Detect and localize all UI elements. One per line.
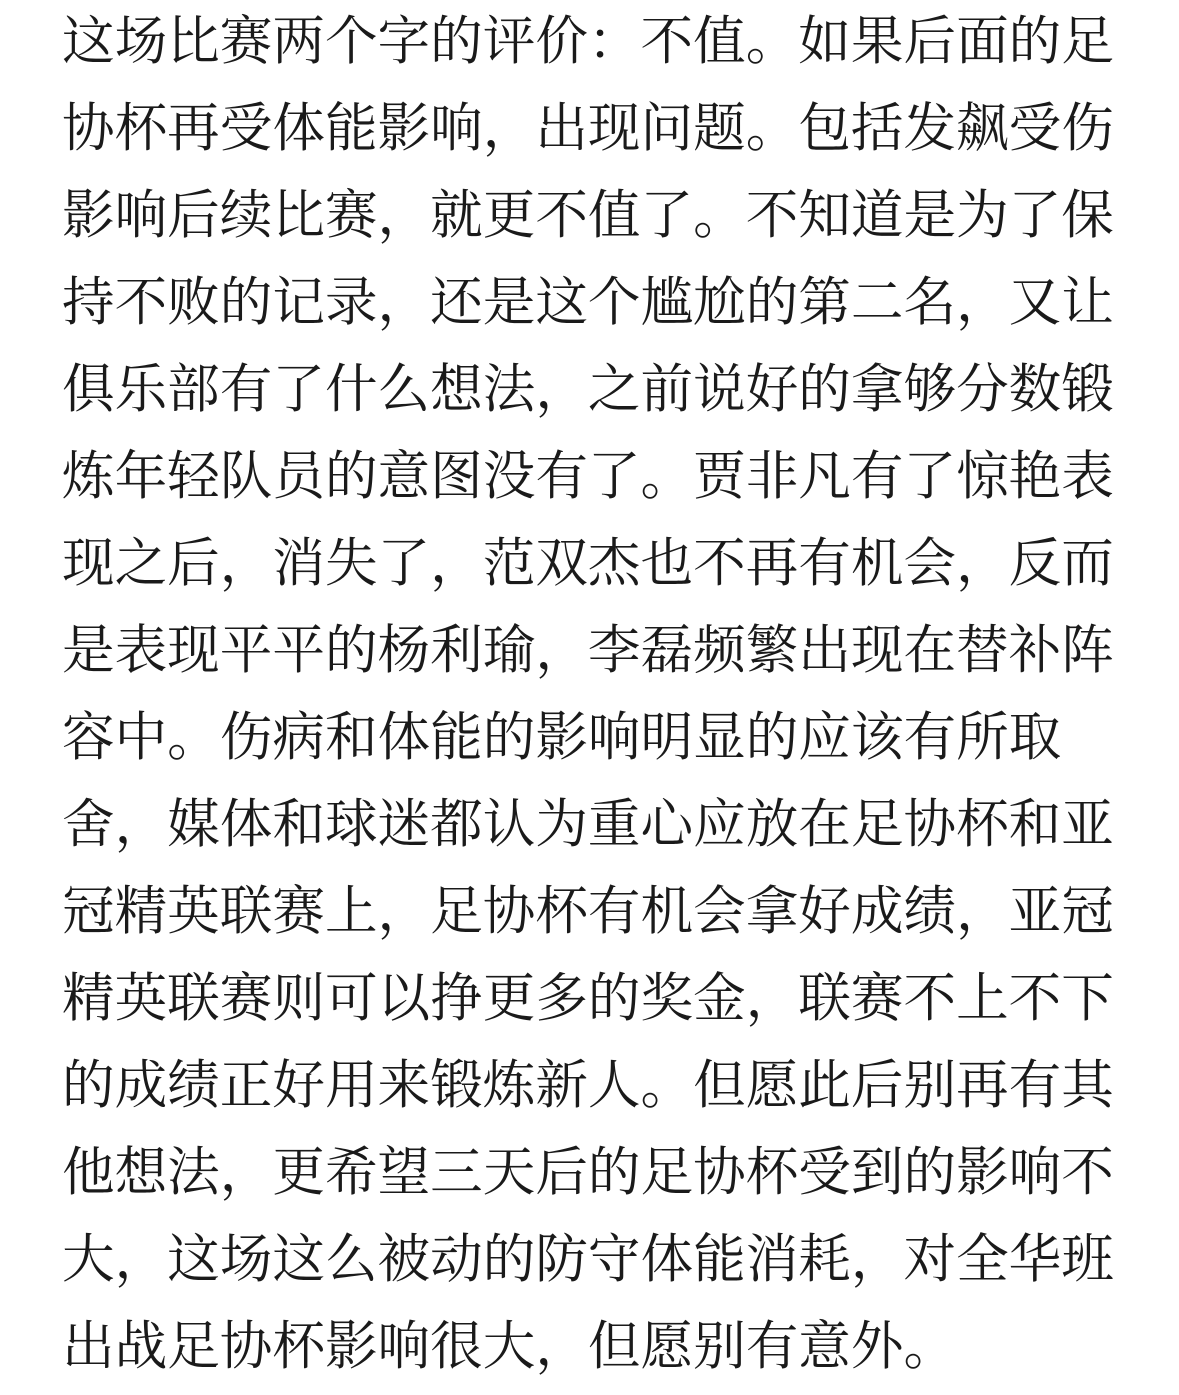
text-line-7: 现之后，消失了，范双杰也不再有机会，反而 (62, 533, 1114, 594)
article-body (62, 0, 1118, 1390)
text-line-10: 舍，媒体和球迷都认为重心应放在足协杯和亚 (62, 794, 1114, 855)
text-line-16: 出战足协杯影响很大，但愿别有意外。 (62, 1316, 957, 1377)
text-line-14: 他想法，更希望三天后的足协杯受到的影响不 (62, 1142, 1114, 1203)
text-line-13: 的成绩正好用来锻炼新人。但愿此后别再有其 (62, 1055, 1114, 1116)
text-line-2: 协杯再受体能影响，出现问题。包括发飙受伤 (62, 98, 1114, 159)
text-line-3: 影响后续比赛，就更不值了。不知道是为了保 (62, 185, 1114, 246)
text-line-5: 俱乐部有了什么想法，之前说好的拿够分数锻 (62, 359, 1114, 420)
text-line-4: 持不败的记录，还是这个尴尬的第二名，又让 (62, 272, 1114, 333)
text-line-11: 冠精英联赛上，足协杯有机会拿好成绩，亚冠 (62, 881, 1114, 942)
text-line-12: 精英联赛则可以挣更多的奖金，联赛不上不下 (62, 968, 1114, 1029)
text-line-9: 容中。伤病和体能的影响明显的应该有所取 (62, 707, 1062, 768)
text-line-8: 是表现平平的杨利瑜，李磊频繁出现在替补阵 (62, 620, 1114, 681)
text-line-15: 大，这场这么被动的防守体能消耗，对全华班 (62, 1229, 1114, 1290)
text-line-6: 炼年轻队员的意图没有了。贾非凡有了惊艳表 (62, 446, 1114, 507)
text-line-1: 这场比赛两个字的评价：不值。如果后面的足 (62, 11, 1114, 72)
